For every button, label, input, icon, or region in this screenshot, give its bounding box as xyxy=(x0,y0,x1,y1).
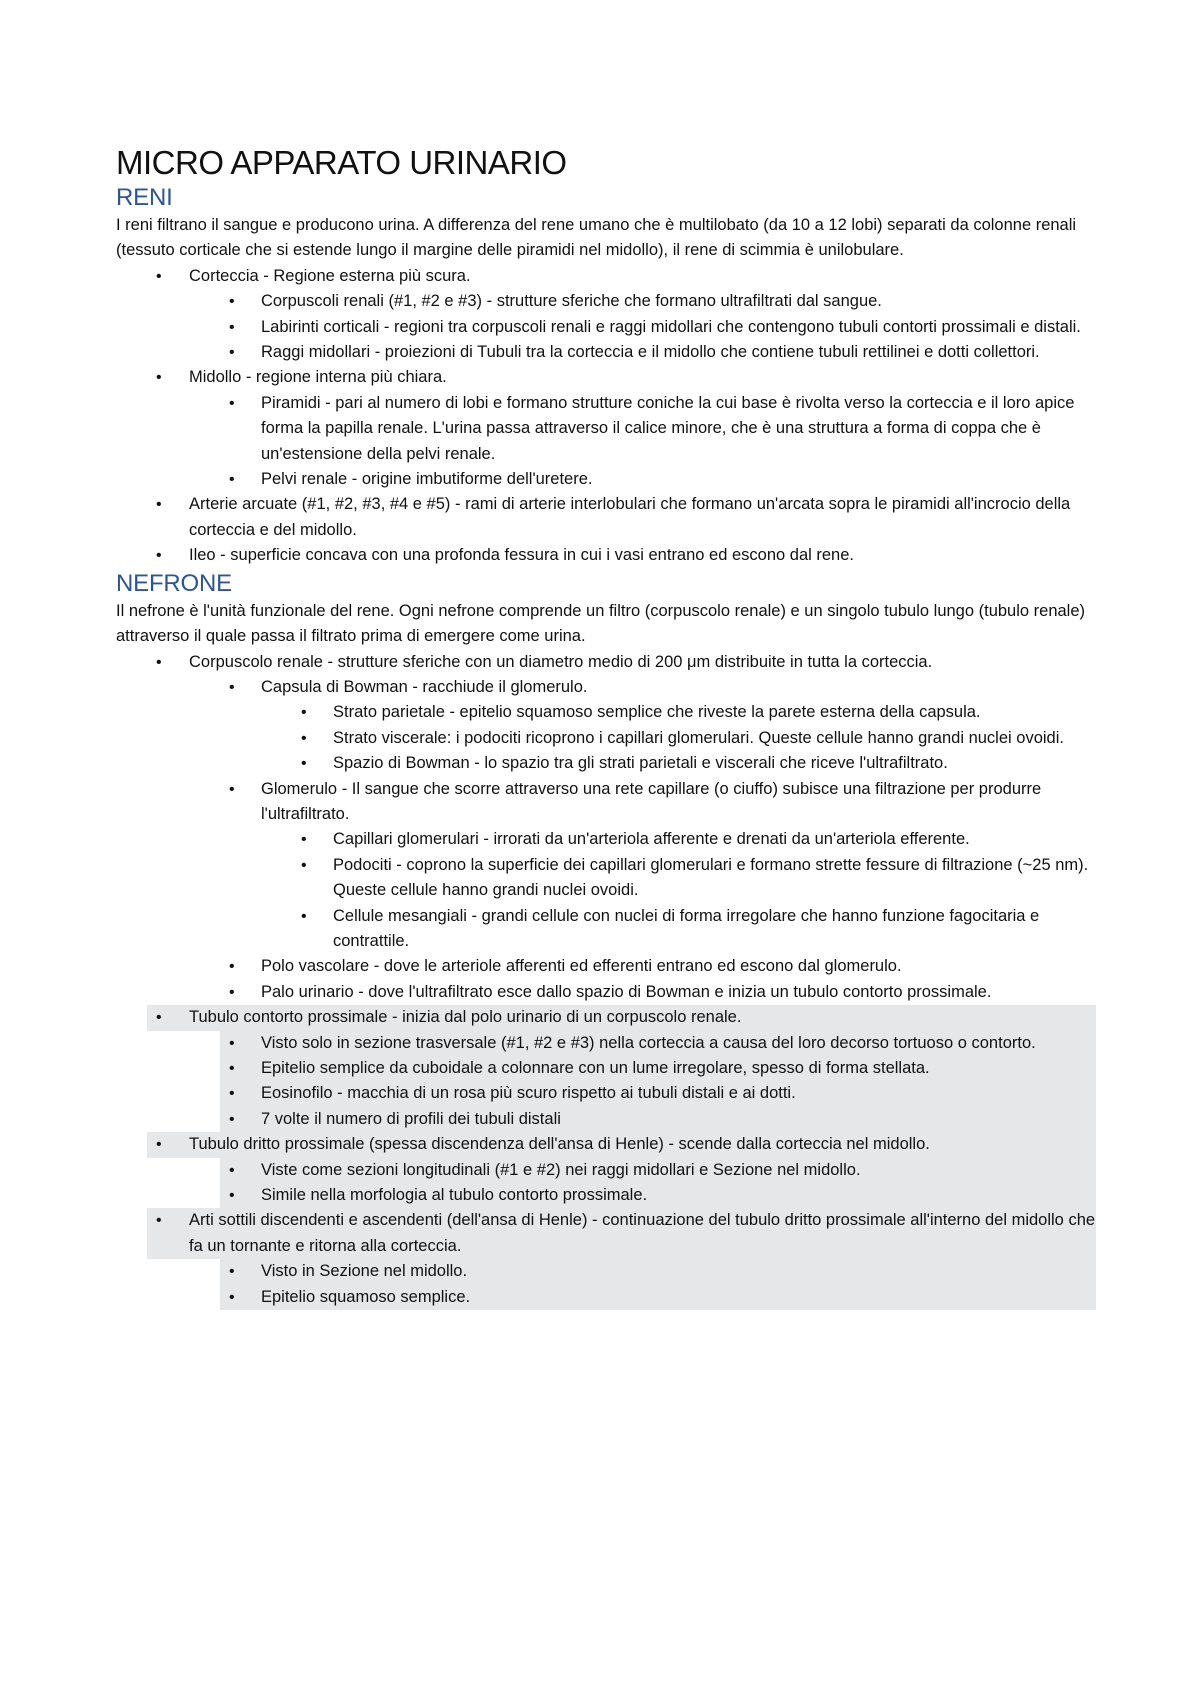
list-item xyxy=(116,1285,1096,1310)
list-item xyxy=(116,954,1096,979)
list-item xyxy=(116,492,1096,543)
list-item-text: • Glomerulo - Il sangue che scorre attraverso una rete capillare (o ciuffo) subisce una filtrazione per produrre l'ultrafiltrato. xyxy=(261,779,1042,823)
list-item xyxy=(116,904,1096,955)
list-item xyxy=(116,1208,1096,1259)
list-item-text: • Eosinofilo - macchia di un rosa più scuro rispetto ai tubuli distali e ai dotti. xyxy=(261,1084,796,1103)
list-item xyxy=(116,1259,1096,1284)
list-item-text: • Raggi midollari - proiezioni di Tubuli tra la corteccia e il midollo che contiene tubuli rettilinei e dotti collettori. xyxy=(261,343,1040,362)
list-item xyxy=(116,726,1096,751)
list-item-text: • Palo urinario - dove l'ultrafiltrato esce dallo spazio di Bowman e inizia un tubulo contorto prossimale. xyxy=(261,982,992,1001)
list-item xyxy=(116,980,1096,1005)
list-item-text: • Capillari glomerulari - irrorati da un'arteriola afferente e drenati da un'arteriola efferente. xyxy=(333,830,970,849)
list-item xyxy=(116,315,1096,340)
list-item-text: • Strato parietale - epitelio squamoso semplice che riveste la parete esterna della capsula. xyxy=(333,703,981,722)
list-item-text: • 7 volte il numero di profili dei tubuli distali xyxy=(261,1109,561,1128)
list-item-text: • Epitelio squamoso semplice. xyxy=(261,1287,471,1306)
list-item xyxy=(116,650,1096,675)
list-item xyxy=(116,1107,1096,1132)
list-item-text: • Pelvi renale - origine imbutiforme dell'uretere. xyxy=(261,470,593,489)
list-item-text: • Simile nella morfologia al tubulo contorto prossimale. xyxy=(261,1186,648,1205)
list-item-text: • Epitelio semplice da cuboidale a colonnare con un lume irregolare, spesso di forma stellata. xyxy=(261,1059,930,1077)
section-heading-reni: RENI xyxy=(116,184,173,211)
bullet-list-reni xyxy=(116,264,1096,569)
list-item xyxy=(116,675,1096,700)
list-item xyxy=(116,467,1096,492)
list-item xyxy=(116,751,1096,776)
list-item xyxy=(116,1132,1096,1157)
list-item xyxy=(116,543,1096,568)
list-item xyxy=(116,1183,1096,1208)
list-item xyxy=(116,1031,1096,1056)
list-item-text: • Capsula di Bowman - racchiude il glomerulo. xyxy=(261,677,588,696)
section-heading-nefrone: NEFRONE xyxy=(116,569,232,597)
list-item xyxy=(116,853,1096,904)
list-item-text: • Ileo - superficie concava con una profonda fessura in cui i vasi entrano ed escono dal rene. xyxy=(189,546,854,565)
bullet-list-nefrone xyxy=(116,650,1096,1311)
list-item xyxy=(116,365,1096,390)
list-item xyxy=(116,827,1096,852)
list-item-text: • Labirinti corticali - regioni tra corpuscoli renali e raggi midollari che contengono tubuli contorti prossimali e distali. xyxy=(261,317,1081,336)
list-item-text: • Corpuscolo renale - strutture sferiche con un diametro medio di 200 μm distribuite in tutta la corteccia. xyxy=(189,652,933,671)
list-item-text: • Spazio di Bowman - lo spazio tra gli strati parietali e viscerali che riceve l'ultrafiltrato. xyxy=(333,754,948,773)
list-item-text: • Corteccia - Regione esterna più scura. xyxy=(189,266,471,285)
document-content xyxy=(116,143,1096,1310)
list-item-text: • Tubulo dritto prossimale (spessa discendenza dell'ansa di Henle) - scende dalla corteccia nel midollo. xyxy=(189,1135,930,1154)
list-item xyxy=(116,289,1096,314)
list-item-text: • Visto in Sezione nel midollo. xyxy=(261,1262,468,1281)
list-item-text: • Corpuscoli renali (#1, #2 e #3) - strutture sferiche che formano ultrafiltrati dal sangue. xyxy=(261,292,882,311)
list-item xyxy=(116,1056,1096,1081)
list-item-text: • Viste come sezioni longitudinali (#1 e #2) nei raggi midollari e Sezione nel midollo. xyxy=(261,1160,861,1179)
list-item-text: • Tubulo contorto prossimale - inizia dal polo urinario di un corpuscolo renale. xyxy=(189,1008,742,1027)
list-item-text: • Midollo - regione interna più chiara. xyxy=(189,368,447,387)
list-item xyxy=(116,340,1096,365)
page-title: MICRO APPARATO URINARIO xyxy=(116,144,567,181)
list-item-text: • Arterie arcuate (#1, #2, #3, #4 e #5) - rami di arterie interlobulari che formano un'arcata sopra le piramidi all'incrocio della corteccia e del midollo. xyxy=(189,495,1071,539)
list-item-text: • Visto solo in sezione trasversale (#1, #2 e #3) nella corteccia a causa del loro decorso tortuoso o contorto. xyxy=(261,1033,1036,1052)
section-intro-reni: I reni filtrano il sangue e producono urina. A differenza del rene umano che è multilobato (da 10 a 12 lobi) separati da colonne renali (tessuto corticale che si estende lungo il margine delle piramidi nel midollo), il rene di scimmia è unilobulare. xyxy=(116,216,1077,260)
list-item xyxy=(116,391,1096,467)
list-item xyxy=(116,1158,1096,1183)
list-item-text: • Piramidi - pari al numero di lobi e formano strutture coniche la cui base è rivolta verso la corteccia e il loro apice forma la papilla renale. L'urina passa attraverso il calice minore, che è una struttura a forma di coppa che è un'estensione della pelvi renale. xyxy=(261,393,1075,463)
list-item xyxy=(116,777,1096,828)
list-item xyxy=(116,1081,1096,1106)
list-item-text: • Cellule mesangiali - grandi cellule con nuclei di forma irregolare che hanno funzione fagocitaria e contrattile. xyxy=(333,906,1040,950)
list-item xyxy=(116,700,1096,725)
list-item-text: • Strato viscerale: i podociti ricoprono i capillari glomerulari. Queste cellule hanno grandi nuclei ovoidi. xyxy=(333,728,1064,747)
list-item-text: • Polo vascolare - dove le arteriole afferenti ed efferenti entrano ed escono dal glomerulo. xyxy=(261,957,902,976)
list-item xyxy=(116,1005,1096,1030)
section-intro-nefrone: Il nefrone è l'unità funzionale del rene. Ogni nefrone comprende un filtro (corpuscolo renale) e un singolo tubulo lungo (tubulo renale) attraverso il quale passa il filtrato prima di emergere come urina. xyxy=(116,601,1086,646)
list-item-text: • Podociti - coprono la superficie dei capillari glomerulari e formano strette fessure di filtrazione (~25 nm). Queste cellule hanno grandi nuclei ovoidi. xyxy=(333,855,1089,900)
list-item xyxy=(116,264,1096,289)
list-item-text: • Arti sottili discendenti e ascendenti (dell'ansa di Henle) - continuazione del tubulo dritto prossimale all'interno del midollo che fa un tornante e ritorna alla corteccia. xyxy=(189,1211,1096,1255)
